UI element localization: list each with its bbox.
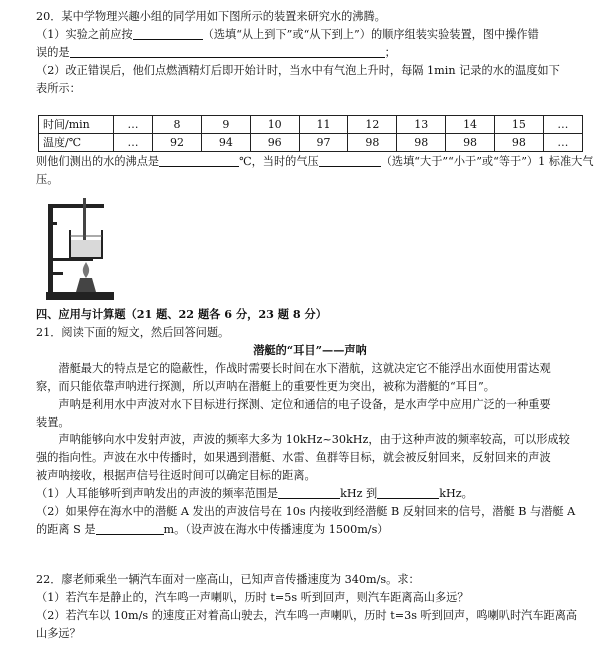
answer-blank[interactable] xyxy=(319,154,381,167)
q21-part2: （2）如果停在海水中的潜艇 A 发出的声波信号在 10s 内接收到经潜艇 B 反射回来的信号，潜艇 B 与潜艇 A xyxy=(36,505,576,519)
q20-part2-cont: 表所示： xyxy=(36,81,81,95)
q22-stem: 22．廖老师乘坐一辆汽车面对一座高山，已知声音传播速度为 340m/s。求： xyxy=(36,573,420,586)
answer-blank[interactable] xyxy=(278,486,340,499)
q20-part1-cont: 误的是 ； xyxy=(36,45,396,59)
answer-blank[interactable] xyxy=(377,486,439,499)
question-20 xyxy=(36,8,584,98)
q22-part1: （1）若汽车是静止的，汽车鸣一声喇叭，历时 t=5s 听到回声，则汽车距离高山多远？ xyxy=(36,590,469,604)
table-row: 温度/℃ … 92 94 96 97 98 98 98 98 … xyxy=(39,134,583,152)
q20-part1: （1）实验之前应按 （选填“从上到下”或“从下到上”）的顺序组装实验装置，图中操作错 xyxy=(36,27,539,41)
answer-blank[interactable] xyxy=(96,522,164,535)
paragraph-2: 声呐是利用水中声波对水下目标进行探测、定位和通信的电子设备，是水声学中应用广泛的一种重要 xyxy=(58,397,551,411)
q22-part2: （2）若汽车以 10m/s 的速度正对着高山驶去，汽车鸣一声喇叭，历时 t=3s 听到回声，鸣喇叭时汽车距离高 xyxy=(36,608,578,622)
temperature-table xyxy=(38,115,583,152)
article-title: 潜艇的“耳目”——声呐 xyxy=(253,342,367,357)
paragraph-3: 声呐能够向水中发射声波，声波的频率大多为 10kHz~30kHz，由于这种声波的频率较高，可以形成较 xyxy=(58,433,570,447)
question-22: 22．廖老师乘坐一辆汽车面对一座高山，已知声音传播速度为 340m/s。求： （1）若汽车是静止的，汽车鸣一声喇叭，历时 t=5s 听到回声，则汽车距离高山多远？ （2）若汽车以 10m/s 的速度正对着高山驶去，汽车鸣一声喇叭，历时 t=3s 听到回声，鸣喇叭时汽车距离高 山多远？ xyxy=(36,571,584,643)
q21-part1: （1）人耳能够听到声呐发出的声波的频率范围是 kHz 到 kHz。 xyxy=(36,487,473,501)
q20-stem: 20．某中学物理兴趣小组的同学用如下图所示的装置来研究水的沸腾。 xyxy=(36,10,386,23)
boiling-apparatus-figure xyxy=(40,192,120,304)
table-row: 时间/min … 8 9 10 11 12 13 14 15 … xyxy=(39,116,583,134)
q20-part2: （2）改正错误后，他们点燃酒精灯后即开始计时，当水中有气泡上升时，每隔 1min 记录的水的温度如下 xyxy=(36,63,560,77)
answer-blank[interactable] xyxy=(70,45,385,58)
section-4: 四、应用与计算题（21 题、22 题各 6 分，23 题 8 分） 21．阅读下面的短文，然后回答问题。 潜艇的“耳目”——声呐 潜艇最大的特点是它的隐蔽性，作战时需要长时间在水下潜航，这就决定它不能浮出水面使用雷达观 察，而只能依靠声呐进行探测，所以声呐在潜艇上的重要性更为突出，被称为潜艇的“耳目”。 声呐是利用水中声波对水下目标进行探测、定位和通信的电子设备，是水声学中应用广泛的一种重要 装置。 声呐能够向水中发射声波，声波的频率大多为 10kHz~30kHz，由于这种声波的频率较高，可以形成较 强的指向性。声波在水中传播时，如果遇到潜艇、水雷、鱼群等目标，就会被反射回来，反射回来的声波 被声呐接收，根据声信号往返时间可以确定目标的距离。 （1）人耳能够听到声呐发出的声波的频率范围是 kHz 到 kHz。 （2）如果停在海水中的潜艇 A 发出的声波信号在 10s 内接收到经潜艇 B 反射回来的信号，潜艇 B 与潜艇 A 的距离 S 是 m。（设声波在海水中传播速度为 1500m/s） xyxy=(36,306,584,539)
q20-part2-answer: 则他们测出的水的沸点是 ℃，当时的气压 （选填“大于”“小于”或“等于”）1 标准大气 压。 xyxy=(36,155,594,186)
q21-intro: 21．阅读下面的短文，然后回答问题。 xyxy=(36,325,230,339)
section-heading: 四、应用与计算题（21 题、22 题各 6 分，23 题 8 分） xyxy=(36,307,327,321)
answer-blank[interactable] xyxy=(159,154,239,167)
answer-blank[interactable] xyxy=(133,27,203,40)
paragraph-1: 潜艇最大的特点是它的隐蔽性，作战时需要长时间在水下潜航，这就决定它不能浮出水面使用雷达观 xyxy=(58,361,551,375)
